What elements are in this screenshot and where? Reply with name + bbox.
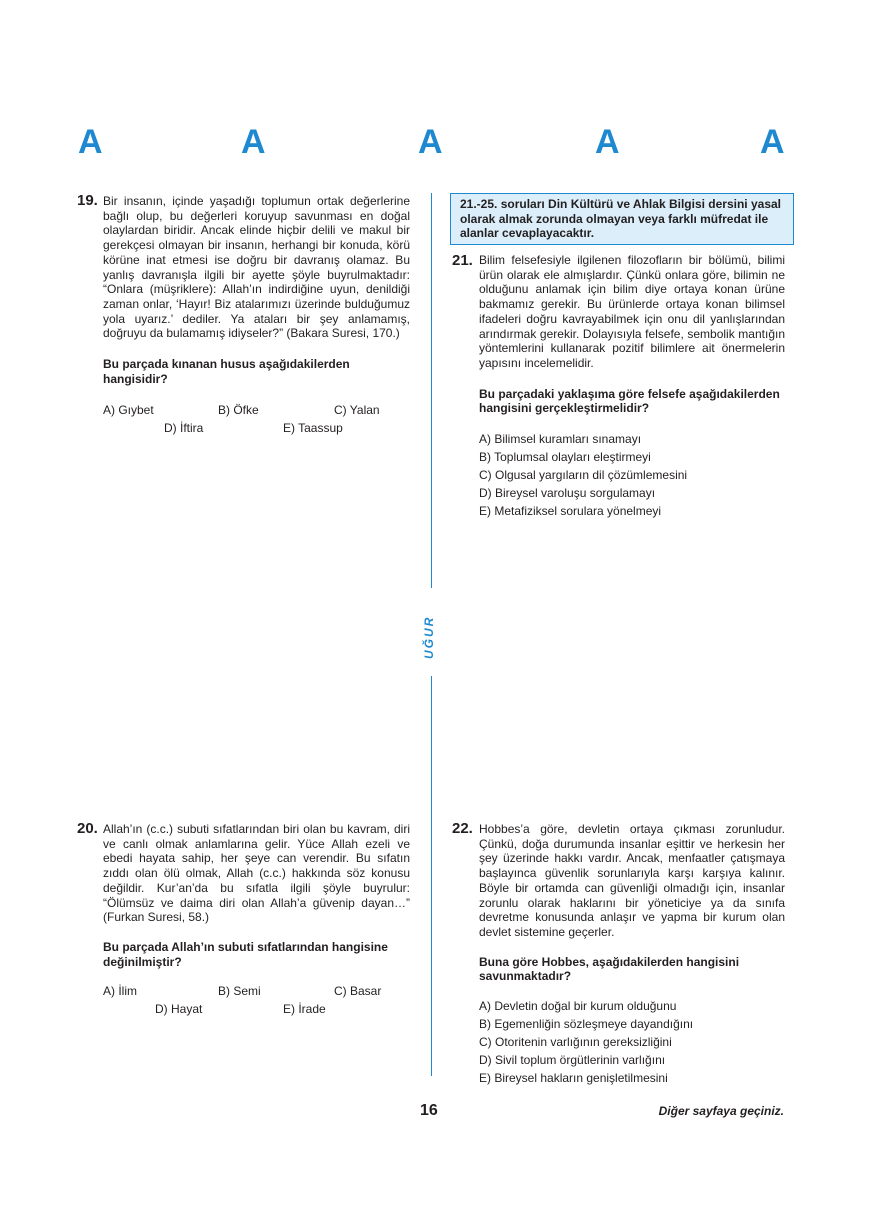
answer-options [103,403,410,437]
question-number: 20. [77,820,98,837]
next-page-note: Diğer sayfaya geçiniz. [658,1104,784,1118]
column-divider [431,676,432,1076]
option-b[interactable]: B) Semi [218,984,261,999]
question-prompt: Bu parçada kınanan husus aşağıdakilerden hangisidir? [103,357,350,386]
booklet-letter: A [760,123,785,161]
booklet-letter: A [241,123,266,161]
answer-options [103,984,410,1018]
option-e[interactable]: E) Taassup [283,421,343,436]
option-e[interactable]: E) İrade [283,1002,326,1017]
option-c[interactable]: C) Otoritenin varlığının gereksizliğini [479,1035,672,1050]
option-b[interactable]: B) Öfke [218,403,259,418]
question-22 [479,822,785,1090]
option-b[interactable]: B) Egemenliğin sözleşmeye dayandığını [479,1017,694,1032]
question-number: 22. [452,820,473,837]
option-a[interactable]: A) Gıybet [103,403,154,418]
question-text: Allah’ın (c.c.) subuti sıfatlarından biri olan bu kavram, diri ve canlı olmak anlamlarına gelir. Yüce Allah ezeli ve ebedi hayata sahip, her şeye can verendir. Bu sıfatın zıddı olan ölü olmak, Allah (c.c.) hakkında söz konusu değildir. Kur’an’da bu sıfatla ilgili şöyle buyrulur: “Ölümsüz ve daima diri olan Allah’a güvenip dayan…” (Furkan Suresi, 58.) [103,822,410,925]
brand-mark: UĞUR [422,615,436,659]
question-text: Bilim felsefesiyle ilgilenen filozofların bir bölümü, bilimi ürün olarak ele almışlardır. Çünkü onlara göre, bilimin ne olduğunu anlamak için bilim diye ortaya konan ürüne bakmamız gerekir. Bu ürünlerde ortaya konan bilimsel ifadeleri doğru kavrayabilmek için onu dil yanlışlarından arındırmak gerekir. Dolayısıyla felsefe, sembolik mantığın yöntemlerini kullanarak pozitif bilimlere ait önermelerin yapısını incelemelidir. [479,253,785,370]
question-text: Bir insanın, içinde yaşadığı toplumun ortak değerlerine bağlı olup, bu değerleri koruyup savunması en doğal olaylardan biridir. Ancak elinde hiçbir delili ve makul bir gerekçesi olmayan bir insanın, herhangi bir konuda, körü körüne inat etmesi ise doğru bir davranış olamaz. Bu yanlış davranışla ilgili bir ayette şöyle buyrulmaktadır: “Onlara (müşriklere): Allah’ın indirdiğine uyun, denildiği zaman onlar, ‘Hayır! Biz atalarımızı üzerinde bulduğumuz yola uyarız.’ dediler. Ya ataları bir şey anlamamış, doğruyu da bulamamış idiyseler?” (Bakara Suresi, 170.) [103,194,410,341]
question-number: 21. [452,252,473,269]
option-b[interactable]: B) Toplumsal olayları eleştirmeyi [479,450,651,465]
option-a[interactable]: A) İlim [103,984,137,999]
option-a[interactable]: A) Bilimsel kuramları sınamayı [479,432,642,447]
option-e[interactable]: E) Metafiziksel sorulara yönelmeyi [479,504,662,519]
answer-options [479,432,785,519]
page-number: 16 [420,1102,438,1119]
option-d[interactable]: D) Hayat [155,1002,203,1017]
option-c[interactable]: C) Basar [334,984,382,999]
question-19 [103,194,410,437]
booklet-letter: A [78,123,103,161]
question-21 [479,253,785,523]
option-c[interactable]: C) Yalan [334,403,380,418]
option-c[interactable]: C) Olgusal yargıların dil çözümlemesini [479,468,688,483]
question-text: Hobbes’a göre, devletin ortaya çıkması zorunludur. Çünkü, doğa durumunda insanlar eşittir ve herkesin her şey üzerinde hakkı vardır. Ancak, menfaatler çatışmaya başlayınca güvenlik sorunlarıyla karşı karşıya kalınır. Böyle bir ortamda can güvenliği olmadığı için, insanlar zorunlu olarak haklarını bir yöneticiye ya da sınıfa devretme konusunda anlaşır ve yapma bir kurum olan devlet sistemine geçerler. [479,822,785,939]
booklet-letter: A [418,123,443,161]
option-d[interactable]: D) İftira [164,421,204,436]
notice-box: 21.-25. soruları Din Kültürü ve Ahlak Bilgisi dersini yasal olarak almak zorunda olmayan veya farklı müfredat ile alanlar cevaplayacaktır. [450,193,794,245]
option-d[interactable]: D) Sivil toplum örgütlerinin varlığını [479,1053,666,1068]
column-divider [431,193,432,588]
booklet-letter: A [595,123,620,161]
question-prompt: Bu parçadaki yaklaşıma göre felsefe aşağıdakilerden hangisini gerçekleştirmelidir? [479,386,780,416]
question-prompt: Bu parçada Allah’ın subuti sıfatlarından hangisine değinilmiştir? [103,939,388,969]
question-number: 19. [77,192,98,209]
question-20 [103,822,410,1018]
option-d[interactable]: D) Bireysel varoluşu sorgulamayı [479,486,656,501]
answer-options [479,999,785,1086]
option-e[interactable]: E) Bireysel hakların genişletilmesini [479,1071,668,1086]
option-a[interactable]: A) Devletin doğal bir kurum olduğunu [479,999,677,1014]
question-prompt: Buna göre Hobbes, aşağıdakilerden hangisini savunmaktadır? [479,954,740,984]
